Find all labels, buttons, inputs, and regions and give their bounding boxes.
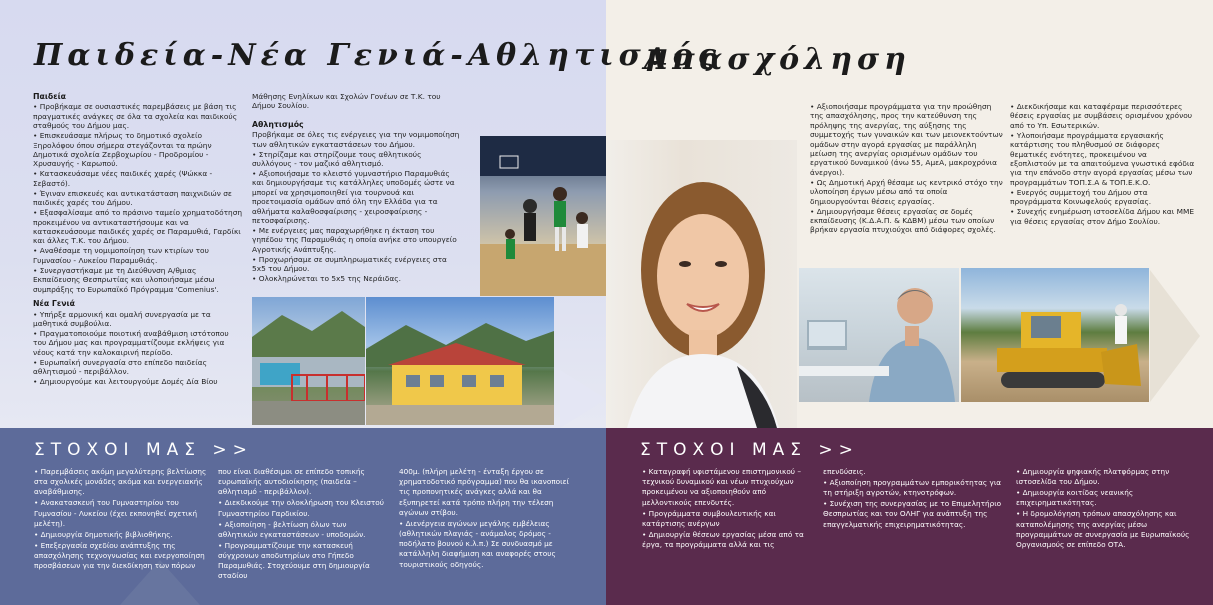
goals-right-column-1	[642, 467, 815, 551]
bulldozer-photo	[961, 268, 1149, 402]
bulldozer-illustration	[961, 268, 1149, 402]
left-arrow-decor	[560, 370, 606, 428]
list-item: • Ενεργός συμμετοχή του Δήμου στα προγράμματα Κοινωφελούς εργασίας.	[1010, 187, 1152, 207]
list-item: • Ανακατασκευή του Γυμναστηρίου του Γυμνασίου - Λυκείου (έχει εκπονηθεί σχετική μελέτη).	[34, 498, 198, 528]
goals-left-column-3	[399, 467, 574, 571]
list-item: • Προγράμματα συμβουλευτικής και κατάρτισης ανέργων	[642, 508, 776, 528]
list-item: Μάθησης Ενηλίκων και Σχολών Γονέων σε Τ.Κ. του Δήμου Σουλίου.	[252, 92, 441, 111]
list-item: • Συνεργαστήκαμε με τη Διεύθυνση Α/θμιας Εκπαίδευσης Θεσπρωτίας και υλοποιήσαμε μέσω συμπράξης το Ευρωπαϊκό Πρόγραμμα 'Comenius'.	[33, 265, 219, 294]
list-item: • Προγραμματίζουμε την κατασκευή σύγχρονων αποδυτηρίων στο Γήπεδο Παραμυθιάς. Στοχεύουμε στη δημιουργία σταδίου	[218, 540, 370, 581]
school-gate-photo	[252, 297, 365, 425]
list-item: • Καταγραφή υφιστάμενου επιστημονικού – τεχνικού δυναμικού και νέων πτυχιούχων προκειμένου να αξιοποιηθούν από μελλοντικούς επενδυτές.	[642, 467, 801, 507]
list-item: • Προβήκαμε σε ουσιαστικές παρεμβάσεις με βάση τις πραγματικές ανάγκες σε όλα τα σχολεία και παιδικούς σταθμούς του Δήμου μας.	[33, 102, 238, 131]
list-item: • Ως Δημοτική Αρχή θέσαμε ως κεντρικό στόχο την υλοποίηση έργων μέσω από τα οποία δημιουργούνται θέσεις εργασίας.	[810, 177, 1003, 206]
sports-column	[252, 92, 462, 284]
education-column	[33, 92, 243, 387]
right-page-title: Απασχόληση	[644, 42, 911, 77]
goals-right-title: ΣΤΟΧΟΙ ΜΑΣ >>	[640, 440, 859, 460]
basketball-photo	[480, 136, 606, 296]
list-item: • Αξιοποιήσαμε προγράμματα για την προώθηση της απασχόλησης, προς την κατεύθυνση της πρόληψης της ανεργίας, της αύξησης της συμμετοχής των γυναικών και των μειονεκτούντων ομάδων στην αγορά εργασίας με παράλληλη μείωση της ανεργίας ορισμένων ομάδων του εργατικού δυναμικού (άνω 55, ΑμεΑ, μακροχρόνια άνεργοι).	[810, 102, 1003, 177]
list-item: • Παρεμβάσεις ακόμη μεγαλύτερης βελτίωσης στα σχολικές μονάδες ακόμα και ενεργειακής αναβάθμισης.	[34, 467, 207, 497]
list-item: • Δημιουργία ψηφιακής πλατφόρμας στην ιστοσελίδα του Δήμου.	[1016, 467, 1170, 487]
woman-illustration	[607, 140, 797, 428]
list-item: • Με ενέργειες μας παραχωρήθηκε η έκταση του γηπέδου της Παραμυθιάς η οποία ανήκε στο υπουργείο Αγροτικής Ανάπτυξης.	[252, 226, 457, 254]
goals-left-title: ΣΤΟΧΟΙ ΜΑΣ >>	[34, 440, 253, 460]
man-at-computer-photo	[799, 268, 959, 402]
list-item: • Κατασκευάσαμε νέες παιδικές χαρές (Ψώκκα - Σεβαστό).	[33, 169, 213, 188]
list-item: • Επεξεργασία σχεδίου ανάπτυξης της απασχόλησης τεχνογνωσίας και ενεργοποίηση προσβάσεων για την διεκδίκηση των πόρων	[34, 540, 205, 571]
list-item: • Πραγματοποιούμε ποιοτική αναβάθμιση ιστότοπου του Δήμου μας και προγραμματίζουμε εκλήψεις για νέους κατά την καλοκαιρινή περίοδο.	[33, 328, 229, 357]
list-item: • Στηρίζαμε και στηρίζουμε τους αθλητικούς συλλόγους - τον μαζικό αθλητισμό.	[252, 149, 422, 169]
list-item: • Προχωρήσαμε σε συμπληρωματικές ενέργειες στα 5x5 του Δήμου.	[252, 254, 447, 274]
list-item: Προβήκαμε σε όλες τις ενέργειες για την νομιμοποίηση των αθλητικών εγκαταστάσεων του Δήμου.	[252, 130, 460, 149]
list-item: • Εξασφαλίσαμε από το πράσινο ταμείο χρηματοδότηση προκειμένου να αντικαταστήσουμε και να κατασκευάσουμε παιδικές χαρές σε Παραμυθιά, Γαρδίκι και άλλες Τ.Κ. του Δήμου.	[33, 208, 243, 246]
list-item: • Συνέχιση της συνεργασίας με το Επιμελητήριο Θεσπρωτίας και τον ΟΛΗΓ για ανάπτυξη της επαγγελματικής επιχειρηματικότητας.	[823, 499, 1002, 529]
goals-left-column-1	[34, 467, 212, 572]
goals-left-column-2	[218, 467, 386, 582]
list-item: • Υλοποιήσαμε προγράμματα εργασιακής κατάρτισης του πληθυσμού σε διάφορες θεματικές ενότητες, προκειμένου να εξοπλιστούν με τα απαιτούμενα γνωστικά εφόδια για την επάνοδο στην αγορά εργασίας μέσω των προγραμμάτων ΤΟΠ.Σ.Α & ΤΟΠ.Ε.Κ.Ο.	[1010, 130, 1195, 187]
school-building-photo	[366, 297, 554, 425]
man-illustration	[799, 268, 959, 402]
list-item: • Διενέργεια αγώνων μεγάλης εμβέλειας (αθλητικών πλαγιάς - ανάμαλος δρόμος - ποδήλατο βουνού κ.λ.π.) Σε συνδυασμό με κατάλληλη διαφήμιση και αναφορές στους τουριστικούς οδηγούς.	[399, 518, 556, 569]
list-item: • Αξιοποίηση - βελτίωση όλων των αθλητικών εγκαταστάσεων - υποδομών.	[218, 519, 366, 539]
list-item: • Δημιουργία θέσεων εργασίας μέσα από τα έργα, τα προγράμματα αλλά και τις	[642, 529, 804, 550]
list-item: • Ευρωπαϊκή συνεργασία στο επίπεδο παιδείας αθλητισμού - περιβάλλον.	[33, 357, 208, 377]
list-item: • Δημιουργία κοιτίδας νεανικής επιχειρηματικότητας.	[1016, 488, 1134, 508]
list-item: • Αξιοποίηση προγραμμάτων εμπορικότητας για τη στήριξη αγροτών, κτηνοτρόφων.	[823, 478, 1002, 498]
right-arrow-decor	[1150, 270, 1200, 402]
list-item: 400μ. (πλήρη μελέτη - ένταξη έργου σε χρηματοδοτικό πρόγραμμα) που θα ικανοποιεί τις προπονητικές ανάγκες αλλά και θα εξυπηρετεί κατά τρόπο πλήρη την τέλεση αγώνων στίβου.	[399, 467, 570, 517]
left-page-title: Παιδεία-Νέα Γενιά-Αθλητισμός	[34, 38, 722, 73]
list-item: • Αναθέσαμε τη νομιμοποίηση των κτιρίων του Γυμνασίου - Λυκείου Παραμυθιάς.	[33, 246, 209, 265]
list-item: • Ολοκληρώνεται το 5x5 της Νεράιδας.	[252, 274, 401, 284]
list-item: • Επισκευάσαμε πλήρως το δημοτικό σχολείο Ξηρολόφου όπου σήμερα στεγάζονται τα πρώην Δημοτικά σχολεία Ζερβοχωρίου - Προδρομίου - Χρυσαυγής - Καρωπού.	[33, 131, 212, 169]
list-item: • Δημιουργήσαμε θέσεις εργασίας σε δομές εκπαίδευσης (Κ.Δ.Α.Π. & ΚΔΒΜ) μέσω των οποίων βρήκαν εργασία πτυχιούχοι από διάφορες σχολές.	[810, 206, 996, 235]
list-item: που είναι διαθέσιμοι σε επίπεδο τοπικής ευρωπαϊκής αυτοδιοίκησης (παιδεία – αθλητισμό - περιβάλλον).	[218, 467, 365, 497]
school-gate-illustration	[252, 297, 365, 425]
list-item: • Υπήρξε αρμονική και ομαλή συνεργασία με τα μαθητικά συμβούλια.	[33, 309, 211, 328]
list-item: • Διεκδικήσαμε και καταφέραμε περισσότερες θέσεις εργασίας με συμβάσεις ορισμένου χρόνου από το Υπ. Εσωτερικών.	[1010, 102, 1193, 130]
school-building-illustration	[366, 297, 554, 425]
employment-column-2	[1010, 102, 1195, 227]
goals-right-column-2	[823, 467, 1003, 531]
list-item: • Αξιοποιήσαμε το κλειστό γυμναστήριο Παραμυθιάς και δημιουργήσαμε τις κατάλληλες υποδομές ώστε να μπορεί να χρησιμοποιηθεί για τουρνουά και προετοιμασία ομάδων από όλη την Ελλάδα για τα αθλήματα καλαθοσφαίρισης - χειροσφαίρισης - πετοσφαίρισης.	[252, 169, 455, 226]
goals-right-column-3	[1016, 467, 1194, 551]
heading-sports: Αθλητισμός	[252, 119, 304, 129]
list-item: • Δημιουργούμε και λειτουργούμε Δομές Δία Βίου	[33, 377, 218, 387]
list-item: • Έγιναν επισκευές και αντικατάσταση παιχνιδιών σε παιδικές χαρές του Δήμου.	[33, 188, 232, 208]
basketball-illustration	[480, 136, 606, 296]
list-item: • Συνεχής ενημέρωση ιστοσελίδα Δήμου και ΜΜΕ για θέσεις εργασίας στον Δήμο Σουλίου.	[1010, 207, 1195, 226]
list-item: • Δημιουργία δημοτικής βιβλιοθήκης.	[34, 529, 173, 539]
heading-new-generation: Νέα Γενιά	[33, 299, 75, 309]
employment-column-1	[810, 102, 1004, 235]
smiling-woman-photo	[607, 140, 797, 428]
list-item: • Διεκδικούμε την ολοκλήρωση του Κλειστού Γυμναστηρίου Γαρδικίου.	[218, 498, 384, 518]
list-item: επενδύσεις.	[823, 467, 866, 476]
heading-education: Παιδεία	[33, 92, 67, 101]
list-item: • Η δρομολόγηση τρόπων απασχόλησης και καταπολέμησης της ανεργίας μέσω προγραμμάτων σε συνεργασία με Ευρωπαϊκούς Οργανισμούς σε επίπεδο ΟΤΑ.	[1016, 509, 1190, 550]
